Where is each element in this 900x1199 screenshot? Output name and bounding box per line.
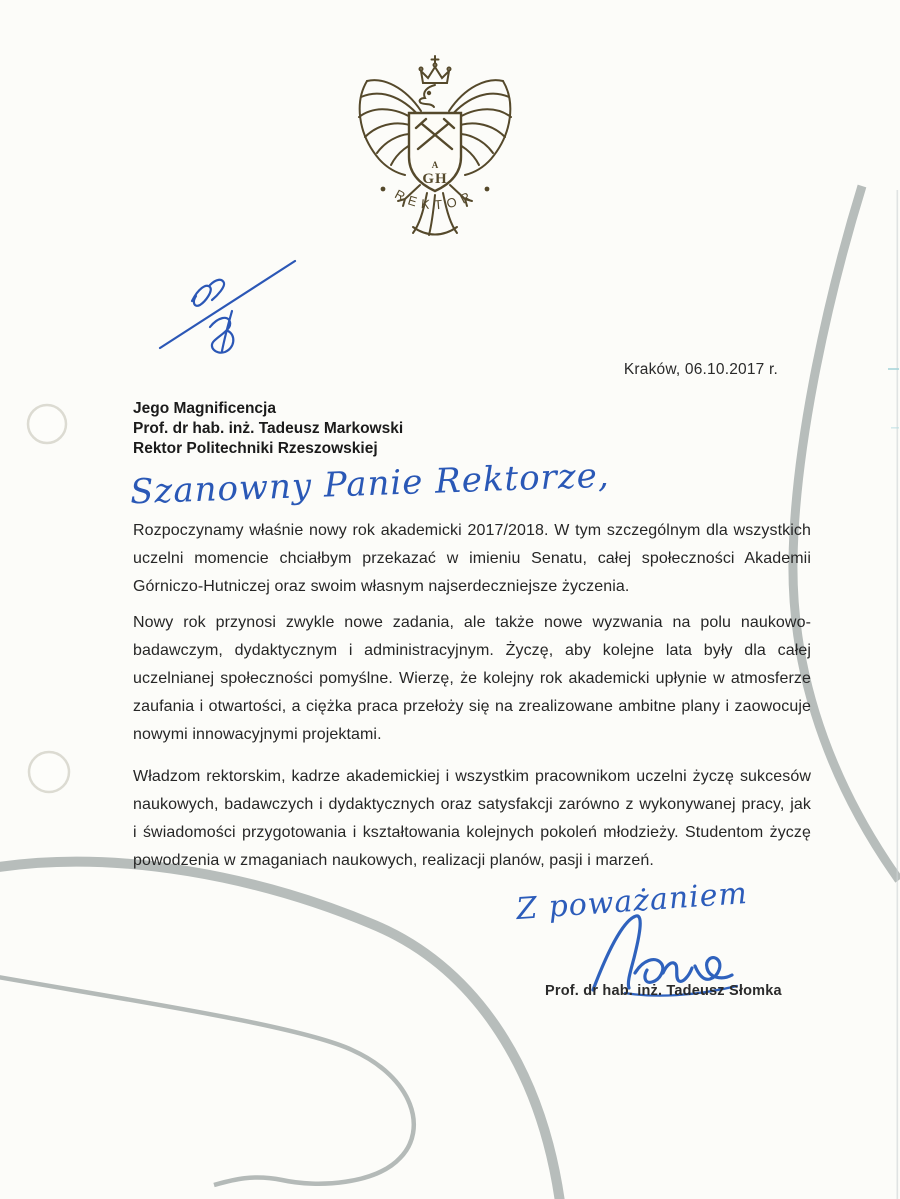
addressee-role: Rektor Politechniki Rzeszowskiej <box>133 440 378 457</box>
seal-rektor-text: REKTOR <box>392 186 478 213</box>
body-line: uczelni momencie chciałbym przekazać w imieniu Senatu, całej społeczności Akademii <box>133 550 811 567</box>
scan-edge-line <box>897 190 899 1199</box>
body-line: Górniczo-Hutniczej oraz swoim własnym najserdeczniejsze życzenia. <box>133 578 630 595</box>
body-line: badawczym, dydaktycznym i administracyjnym. Życzę, aby kolejne lata były dla całej <box>133 642 811 659</box>
scan-tick-teal-2 <box>891 427 899 429</box>
body-line: naukowych, badawczych i dydaktycznych oraz satysfakcji zarówno z wykonywanej pracy, jak <box>133 796 811 813</box>
paragraph-2 <box>133 609 811 749</box>
body-line: nowymi innowacyjnymi projektami. <box>133 726 382 743</box>
body-line: Władzom rektorskim, kadrze akademickiej i wszystkim pracownikom uczelni życzę sukcesów <box>133 768 811 785</box>
handwritten-salutation: Szanowny Panie Rektorze, <box>129 455 611 513</box>
hole-punch-top <box>28 405 66 443</box>
seal-dot-left <box>381 187 386 192</box>
seal-monogram-a: A <box>431 160 439 170</box>
addressee-title: Jego Magnificencja <box>133 400 276 417</box>
body-line: powodzenia w zmaganiach naukowych, realizacji planów, pasji i marzeń. <box>133 852 654 869</box>
body-line: Rozpoczynamy właśnie nowy rok akademicki 2017/2018. W tym szczególnym dla wszystkich <box>133 522 811 539</box>
body-line: uczelnianej społeczności pomyślne. Wierzę, że kolejny rok akademicki upłynie w atmosferze <box>133 670 811 687</box>
signer-name: Prof. dr hab. inż. Tadeusz Słomka <box>545 983 782 999</box>
hole-punch-bottom <box>29 752 69 792</box>
deco-curve-hook <box>0 976 414 1185</box>
addressee-block <box>133 399 403 459</box>
paragraph-1 <box>133 517 811 601</box>
seal-monogram-gh: GH <box>422 171 448 187</box>
body-line: zaufania i otwartości, a ciężka praca przełoży się na zrealizowane ambitne plany i zaowocuje <box>133 698 811 715</box>
university-seal <box>317 27 553 259</box>
body-line: Nowy rok przynosi zwykle nowe zadania, ale także nowe wyzwania na polu naukowo- <box>133 614 811 631</box>
handwritten-closing: Z poważaniem <box>515 875 749 928</box>
scan-tick-teal <box>888 368 899 370</box>
addressee-name: Prof. dr hab. inż. Tadeusz Markowski <box>133 420 404 437</box>
paragraph-3 <box>133 763 811 875</box>
seal-dot-right <box>485 187 490 192</box>
handwritten-initials-annotation <box>140 245 320 365</box>
place-date: Kraków, 06.10.2017 r. <box>623 361 778 378</box>
body-line: i świadomości przygotowania i kształtowania kolejnych pokoleń młodzieży. Studentom życzę <box>133 824 811 841</box>
